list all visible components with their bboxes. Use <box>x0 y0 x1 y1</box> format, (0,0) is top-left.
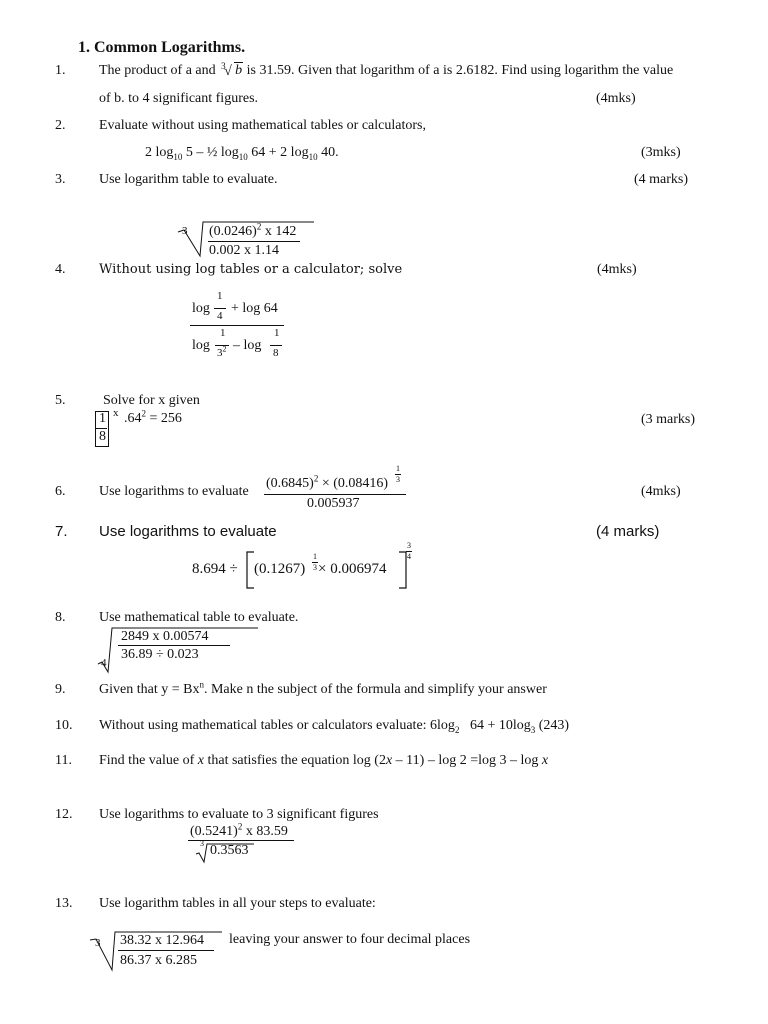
question-11-text: Find the value of x that satisfies the equation log (2x – 11) – log 2 =log 3 – log x <box>99 753 549 768</box>
cube-root-b: 3 √ b <box>221 61 243 79</box>
question-1-line-1: The product of a and 3 √ b is 31.59. Given that logarithm of a is 2.6182. Find using logarithm the value <box>99 61 674 79</box>
question-number: 2. <box>55 118 66 133</box>
question-number: 9. <box>55 682 66 697</box>
marks-label: (4mks) <box>641 484 681 499</box>
question-4-text: Without using log tables or a calculator; solve <box>99 262 403 277</box>
question-number: 13. <box>55 896 73 911</box>
question-2-text: Evaluate without using mathematical tables or calculators, <box>99 118 426 133</box>
question-13-text: Use logarithm tables in all your steps to evaluate: <box>99 896 376 911</box>
marks-label: (4mks) <box>596 91 636 106</box>
marks-label: (3 marks) <box>641 412 696 427</box>
marks-label: (4 marks) <box>596 523 660 540</box>
question-10-text: Without using mathematical tables or calculators evaluate: $6\log_2$ $64 + 10\log_3$ (243) <box>99 718 570 735</box>
question-5-text: Solve for x given <box>103 393 200 408</box>
question-1-line-2: of b. to 4 significant figures. <box>99 91 259 106</box>
question-number: 7. <box>55 523 68 540</box>
question-8-text: Use mathematical table to evaluate. <box>99 610 299 625</box>
question-2-expression: 2 $\log_{10} 5$ – ½ $\log_{10} 64 + 2$ $\log_{10} 40$. <box>145 145 339 162</box>
question-number: 10. <box>55 718 73 733</box>
marks-label: (4 marks) <box>634 172 689 187</box>
radicand-numerator: $(0.0246)^2$ x 142 <box>209 221 297 239</box>
question-7-text: Use logarithms to evaluate <box>99 523 277 540</box>
question-number: 5. <box>55 393 66 408</box>
marks-label: (4mks) <box>597 262 637 277</box>
question-6-text: Use logarithms to evaluate <box>99 484 249 499</box>
question-12-text: Use logarithms to evaluate to 3 significant figures <box>99 807 379 822</box>
question-number: 11. <box>55 753 72 768</box>
question-number: 4. <box>55 262 66 277</box>
section-heading: 1. Common Logarithms. <box>78 39 246 56</box>
question-number: 3. <box>55 172 66 187</box>
marks-label: (3mks) <box>641 145 681 160</box>
question-3-text: Use logarithm table to evaluate. <box>99 172 278 187</box>
question-number: 12. <box>55 807 73 822</box>
question-9-text: Given that $y = Bx^n$. Make n the subject of the formula and simplify your answer <box>99 679 547 697</box>
question-number: 6. <box>55 484 66 499</box>
radicand-denominator: 0.002 x 1.14 <box>209 243 279 258</box>
question-number: 8. <box>55 610 66 625</box>
question-number: 1. <box>55 63 66 78</box>
